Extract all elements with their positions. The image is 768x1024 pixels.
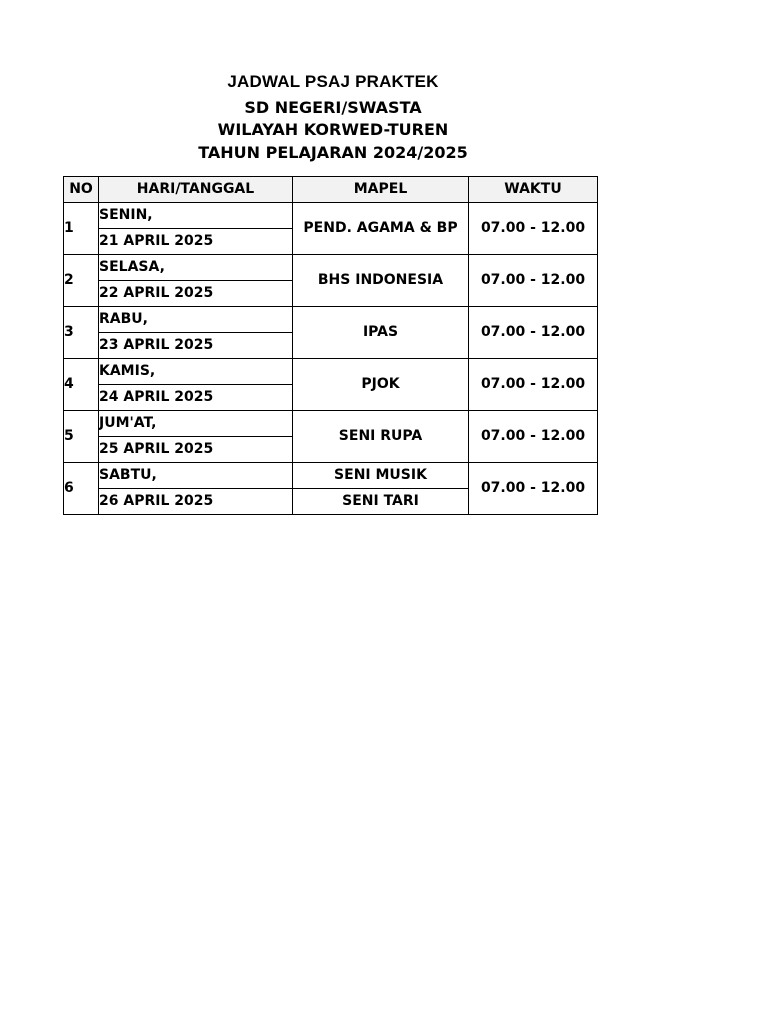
row-date: 21 APRIL 2025 [99,229,293,255]
column-header-time: WAKTU [469,177,598,203]
academic-year: TAHUN PELAJARAN 2024/2025 [198,143,468,162]
row-time: 07.00 - 12.00 [469,203,598,255]
row-date: 23 APRIL 2025 [99,333,293,359]
row-subject: BHS INDONESIA [293,255,469,307]
row-day: SABTU, [99,463,293,489]
row-number: 1 [64,203,99,255]
row-time: 07.00 - 12.00 [469,255,598,307]
row-day: JUM'AT, [99,411,293,437]
table-header-row [64,177,598,203]
table-row [64,307,598,333]
row-subject: SENI RUPA [293,411,469,463]
column-header-subject: MAPEL [293,177,469,203]
table-row [64,411,598,437]
row-number: 5 [64,411,99,463]
column-header-day-date: HARI/TANGGAL [99,177,293,203]
row-day: RABU, [99,307,293,333]
row-subject: IPAS [293,307,469,359]
table-row [64,255,598,281]
row-number: 2 [64,255,99,307]
row-number: 6 [64,463,99,515]
row-time: 07.00 - 12.00 [469,307,598,359]
row-time: 07.00 - 12.00 [469,359,598,411]
school-type: SD NEGERI/SWASTA [244,98,422,117]
row-subject: SENI MUSIK [293,463,469,489]
row-number: 3 [64,307,99,359]
row-time: 07.00 - 12.00 [469,463,598,515]
document-title: JADWAL PSAJ PRAKTEK [227,72,439,91]
row-date: 24 APRIL 2025 [99,385,293,411]
region: WILAYAH KORWED-TUREN [217,120,449,139]
row-day: SELASA, [99,255,293,281]
table-row [64,359,598,385]
row-date: 26 APRIL 2025 [99,489,293,515]
row-subject: PEND. AGAMA & BP [293,203,469,255]
row-day: SENIN, [99,203,293,229]
row-time: 07.00 - 12.00 [469,411,598,463]
table-row [64,463,598,489]
schedule-table [63,176,598,515]
row-day: KAMIS, [99,359,293,385]
column-header-no: NO [64,177,99,203]
row-date: 25 APRIL 2025 [99,437,293,463]
row-subject: PJOK [293,359,469,411]
row-number: 4 [64,359,99,411]
row-date: 22 APRIL 2025 [99,281,293,307]
table-row [64,203,598,229]
row-subject-secondary: SENI TARI [293,489,469,515]
